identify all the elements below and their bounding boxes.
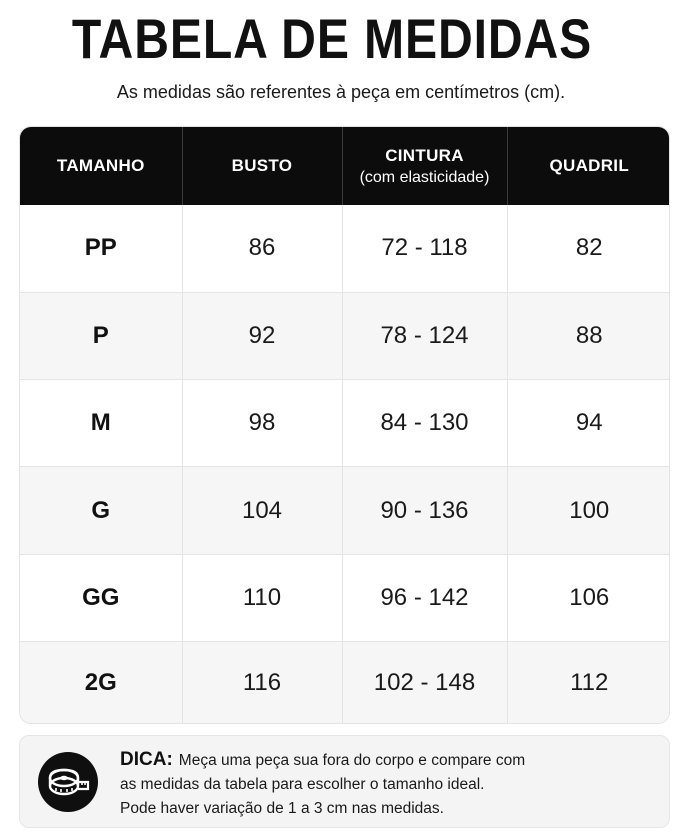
table-row	[20, 467, 670, 554]
size-cell: 2G	[20, 642, 182, 723]
quadril-cell: 82	[507, 205, 670, 292]
page-title: TABELA DE MEDIDAS	[71, 7, 593, 70]
quadril-cell: 88	[507, 292, 670, 379]
cintura-cell: 102 - 148	[342, 642, 507, 723]
cintura-cell: 72 - 118	[342, 205, 507, 292]
cintura-cell: 90 - 136	[342, 467, 507, 554]
column-header-quadril: QUADRIL	[507, 127, 670, 205]
size-cell: M	[20, 380, 182, 467]
tip-text	[120, 748, 660, 821]
column-header-cintura-note: (com elasticidade)	[359, 168, 490, 186]
table-row	[20, 205, 670, 292]
size-cell: P	[20, 292, 182, 379]
cintura-cell: 84 - 130	[342, 380, 507, 467]
table-row	[20, 554, 670, 641]
tip-line-2: as medidas da tabela para escolher o tamanho ideal.	[120, 776, 485, 793]
size-table-grid	[20, 127, 670, 723]
busto-cell: 110	[182, 554, 342, 641]
column-header-tamanho: TAMANHO	[20, 127, 182, 205]
quadril-cell: 112	[570, 668, 609, 696]
size-cell: GG	[20, 554, 182, 641]
table-row	[20, 642, 670, 723]
busto-cell: 104	[182, 467, 342, 554]
busto-cell: 92	[182, 292, 342, 379]
cintura-cell: 78 - 124	[342, 292, 507, 379]
measuring-tape-icon	[38, 752, 98, 812]
quadril-cell: 106	[507, 554, 670, 641]
busto-cell: 86	[182, 205, 342, 292]
column-header-busto: BUSTO	[182, 127, 342, 205]
table-row	[20, 292, 670, 379]
quadril-cell: 100	[507, 467, 670, 554]
table-header-row	[20, 127, 670, 205]
size-table	[19, 126, 670, 724]
size-cell: PP	[20, 205, 182, 292]
column-header-cintura: CINTURA (com elasticidade)	[342, 127, 507, 205]
quadril-cell: 94	[507, 380, 670, 467]
size-cell: G	[20, 467, 182, 554]
tip-line-3: Pode haver variação de 1 a 3 cm nas medidas.	[120, 800, 444, 817]
tip-label: DICA:	[120, 749, 173, 770]
cintura-cell: 96 - 142	[342, 554, 507, 641]
busto-cell: 98	[182, 380, 342, 467]
tip-line-1: Meça uma peça sua fora do corpo e compare com	[178, 752, 526, 769]
busto-cell: 116	[182, 642, 342, 723]
page-subtitle: As medidas são referentes à peça em centímetros (cm).	[116, 82, 566, 102]
table-row	[20, 380, 670, 467]
tip-box	[19, 735, 670, 828]
